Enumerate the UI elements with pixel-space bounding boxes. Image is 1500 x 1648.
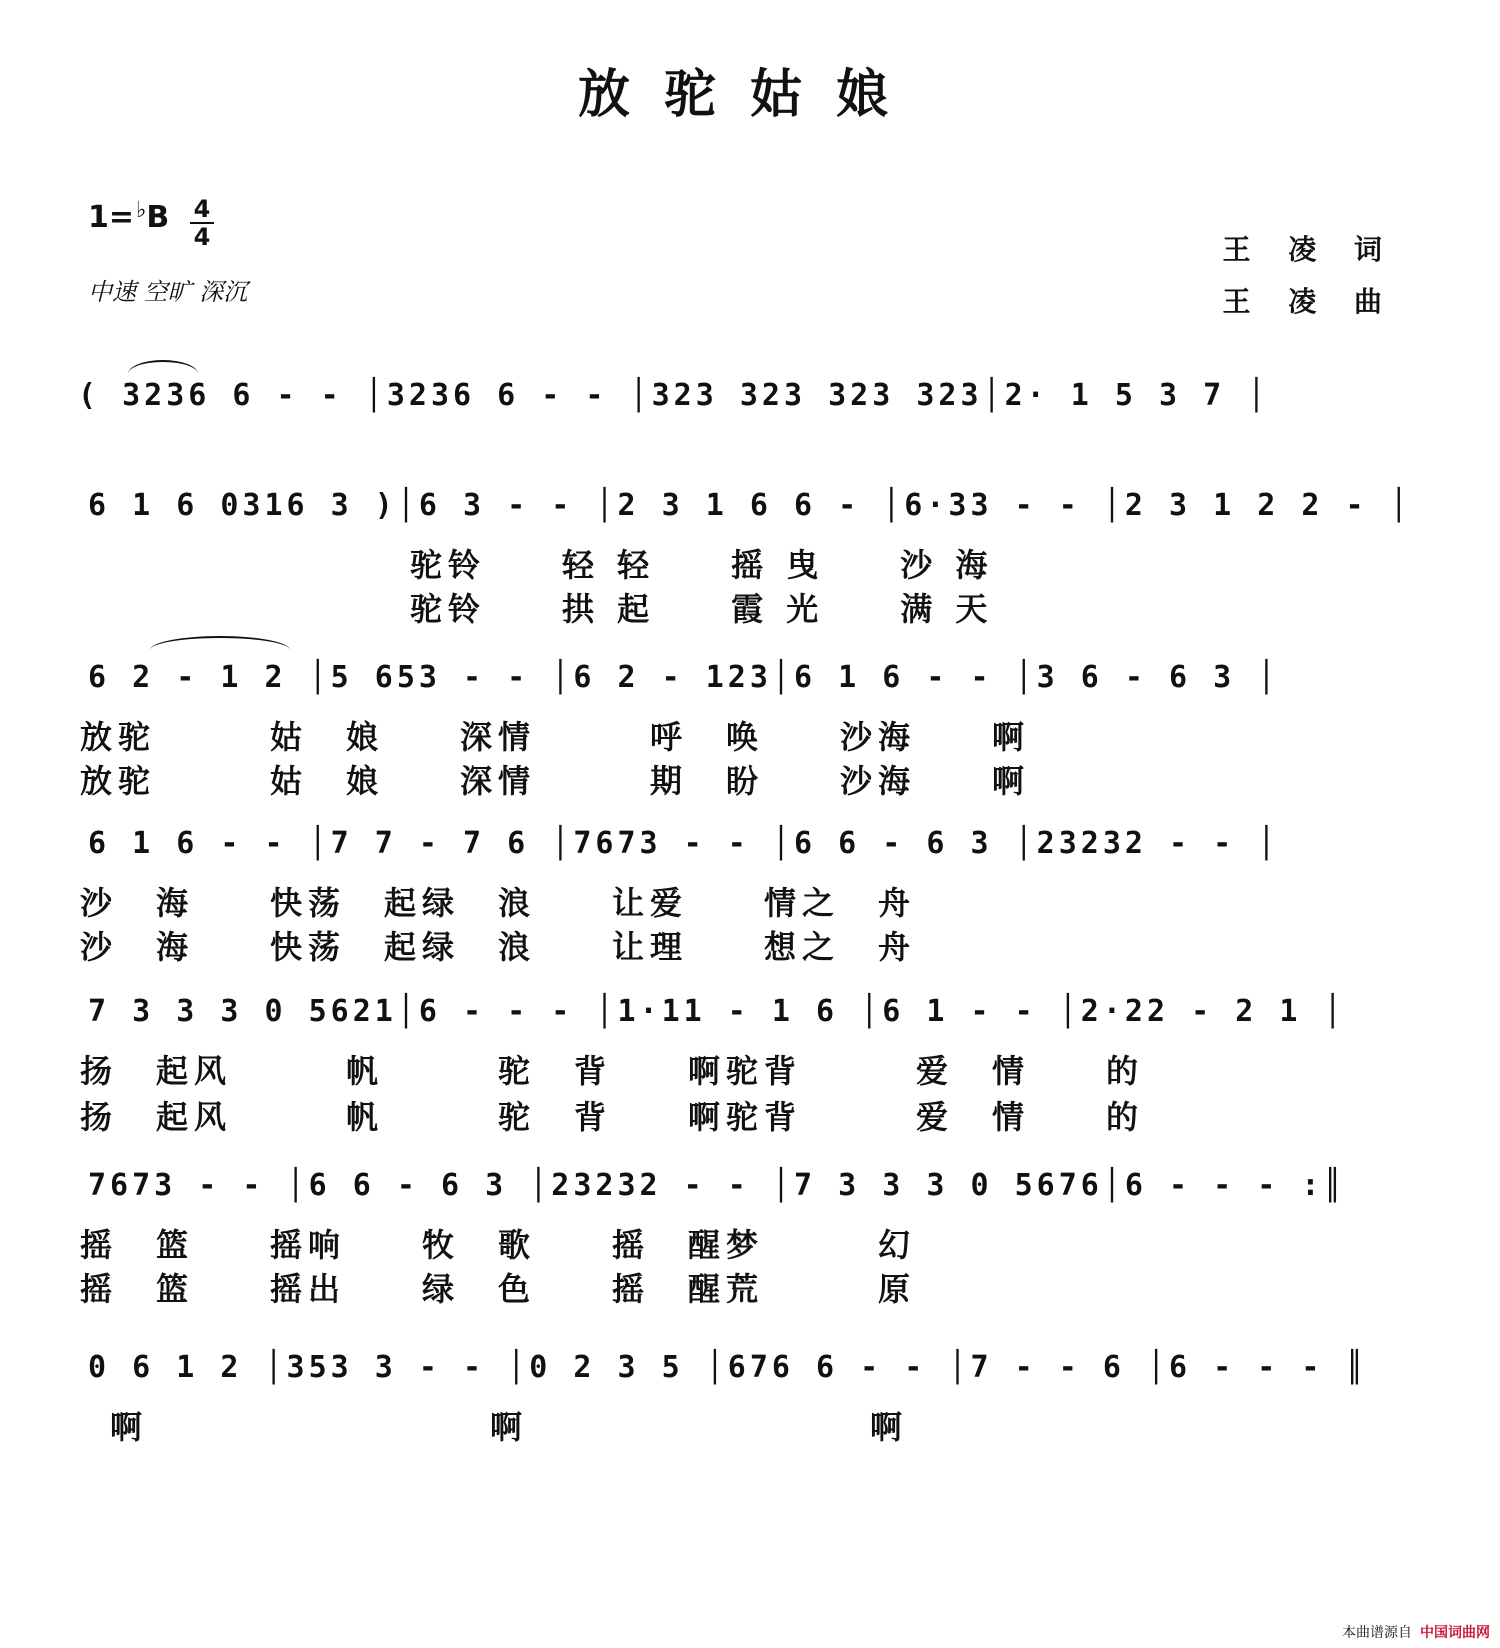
score-line-6-lyric-1: 摇 篮 摇响 牧 歌 摇 醒梦 幻 <box>80 1226 917 1264</box>
score-line-5-lyric-2: 扬 起风 帆 驼 背 啊驼背 爱 情 的 <box>80 1098 1145 1136</box>
score-line-7-notes: 0 6 1 2 │353 3 - - │0 2 3 5 │676 6 - - │7 - - 6 │6 - - - ║ <box>88 1350 1368 1385</box>
score-line-2-notes: 6 1 6 0316 3 )│6 3 - - │2 3 1 6 6 - │6·33 - - │2 3 1 2 2 - │ <box>88 488 1412 523</box>
page-title: 放驼姑娘 <box>577 64 922 125</box>
lyricist-credit: 王 凌 词 <box>1222 233 1396 266</box>
score-line-4-notes: 6 1 6 - - │7 7 - 7 6 │7673 - - │6 6 - 6 3 │23232 - - │ <box>88 826 1280 861</box>
source-footer <box>1342 1622 1490 1642</box>
source-site-link[interactable]: 中国词曲网 <box>1420 1625 1490 1641</box>
score-line-1-notes: ( 3236 6 - - │3236 6 - - │323 323 323 323│2· 1 5 3 7 │ <box>78 378 1270 413</box>
score-line-6-lyric-2: 摇 篮 摇出 绿 色 摇 醒荒 原 <box>80 1270 917 1308</box>
score-line-4-lyric-1: 沙 海 快荡 起绿 浪 让爱 情之 舟 <box>80 884 917 922</box>
time-signature <box>190 196 214 250</box>
score-line-2-lyric-1: 驼铃 轻 轻 摇 曳 沙 海 <box>410 546 994 584</box>
key-signature <box>88 200 169 235</box>
score-line-3-notes: 6 2 - 1 2 │5 653 - - │6 2 - 123│6 1 6 - - │3 6 - 6 3 │ <box>88 660 1280 695</box>
score-line-3-lyric-1: 放驼 姑 娘 深情 呼 唤 沙海 啊 <box>80 718 1031 756</box>
flat-sign: ♭ <box>136 198 147 223</box>
composer-credit: 王 凌 曲 <box>1222 285 1396 318</box>
score-line-7-lyric-1: 啊 啊 啊 <box>110 1408 909 1446</box>
tempo-marking: 中速 空旷 深沉 <box>88 278 248 306</box>
score-line-5-notes: 7 3 3 3 0 5621│6 - - - │1·11 - 1 6 │6 1 - - │2·22 - 2 1 │ <box>88 994 1346 1029</box>
score-line-5-lyric-1: 扬 起风 帆 驼 背 啊驼背 爱 情 的 <box>80 1052 1145 1090</box>
time-signature-bottom: 4 <box>193 223 211 251</box>
phrase-slur <box>150 636 290 650</box>
key-prefix: 1= <box>88 200 135 235</box>
score-line-2-lyric-2: 驼铃 拱 起 霞 光 满 天 <box>410 590 994 628</box>
triplet-slur <box>128 360 198 374</box>
score-line-3-lyric-2: 放驼 姑 娘 深情 期 盼 沙海 啊 <box>80 762 1031 800</box>
score-line-6-notes: 7673 - - │6 6 - 6 3 │23232 - - │7 3 3 3 0 5676│6 - - - :║ <box>88 1168 1346 1203</box>
time-signature-top: 4 <box>193 195 211 223</box>
key-note: B <box>146 200 170 235</box>
source-text: 本曲谱源自 <box>1342 1625 1412 1641</box>
score-line-4-lyric-2: 沙 海 快荡 起绿 浪 让理 想之 舟 <box>80 928 917 966</box>
